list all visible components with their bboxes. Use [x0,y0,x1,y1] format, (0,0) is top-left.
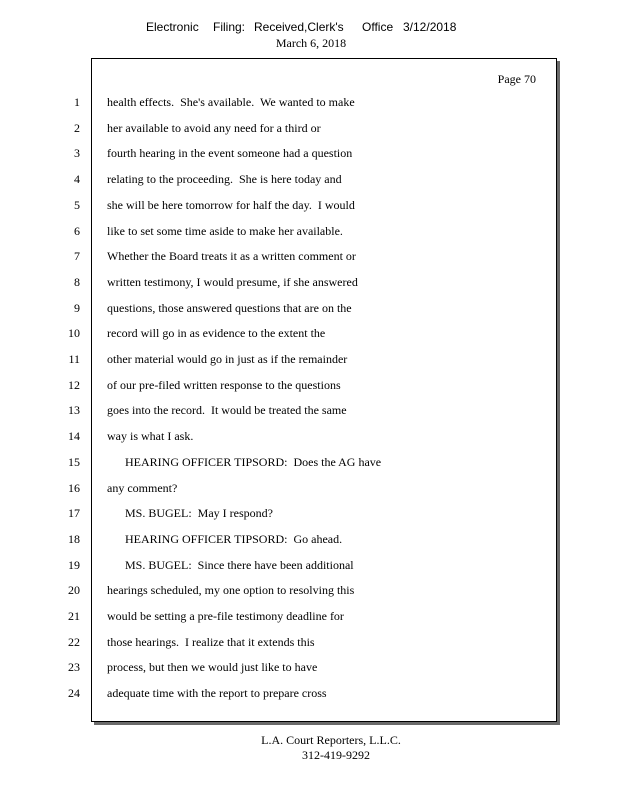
line-text: any comment? [107,481,178,495]
line-number: 20 [68,583,80,597]
line-text: relating to the proceeding. She is here today and [107,172,342,186]
line-text: fourth hearing in the event someone had a question [107,146,353,160]
line-text: her available to avoid any need for a third or [107,121,321,135]
line-number: 13 [68,403,80,417]
line-text: way is what I ask. [107,429,194,443]
line-number: 11 [68,352,80,366]
line-number: 2 [74,121,80,135]
line-number: 18 [68,532,80,546]
line-number: 21 [68,609,80,623]
line-text: HEARING OFFICER TIPSORD: Go ahead. [107,532,343,546]
line-text: would be setting a pre-file testimony deadline for [107,609,344,623]
stamp-office: Office [362,20,394,34]
line-text: MS. BUGEL: May I respond? [107,506,273,520]
line-text: Whether the Board treats it as a written comment or [107,249,356,263]
line-number: 24 [68,686,80,700]
line-text: hearings scheduled, my one option to resolving this [107,583,355,597]
line-text: questions, those answered questions that are on the [107,301,352,315]
stamp-date: 3/12/2018 [403,20,457,34]
line-text: adequate time with the report to prepare cross [107,686,327,700]
line-text: other material would go in just as if the remainder [107,352,348,366]
line-text: HEARING OFFICER TIPSORD: Does the AG have [107,455,382,469]
stamp-electronic: Electronic [146,20,199,34]
stamp-filing: Filing: [213,20,246,34]
line-number: 16 [68,481,80,495]
stamp-received: Received,Clerk's [254,20,344,34]
line-text: she will be here tomorrow for half the day. I would [107,198,355,212]
line-number: 19 [68,558,80,572]
line-number: 22 [68,635,80,649]
page-number: Page 70 [497,72,536,86]
line-number: 15 [68,455,80,469]
line-number: 8 [74,275,80,289]
line-number: 14 [68,429,80,443]
court-reporter-name: L.A. Court Reporters, L.L.C. [261,733,401,747]
line-number: 7 [74,249,80,263]
line-number: 9 [74,301,80,315]
line-number: 3 [74,146,80,160]
line-text: like to set some time aside to make her available. [107,224,343,238]
line-number: 1 [74,95,80,109]
line-number: 17 [68,506,80,520]
line-number: 23 [68,660,80,674]
line-number: 4 [74,172,80,186]
line-text: process, but then we would just like to have [107,660,318,674]
line-text: of our pre-filed written response to the questions [107,378,341,392]
line-number: 12 [68,378,80,392]
court-reporter-phone: 312-419-9292 [302,748,370,762]
line-text: goes into the record. It would be treated the same [107,403,347,417]
line-number: 5 [74,198,80,212]
line-text: health effects. She's available. We wanted to make [107,95,355,109]
transcript-date: March 6, 2018 [275,36,347,50]
line-number: 6 [74,224,80,238]
line-text: record will go in as evidence to the extent the [107,326,326,340]
line-text: those hearings. I realize that it extends this [107,635,315,649]
filing-stamp [0,20,618,36]
line-number: 10 [68,326,80,340]
line-text: written testimony, I would presume, if she answered [107,275,358,289]
line-text: MS. BUGEL: Since there have been additional [107,558,354,572]
